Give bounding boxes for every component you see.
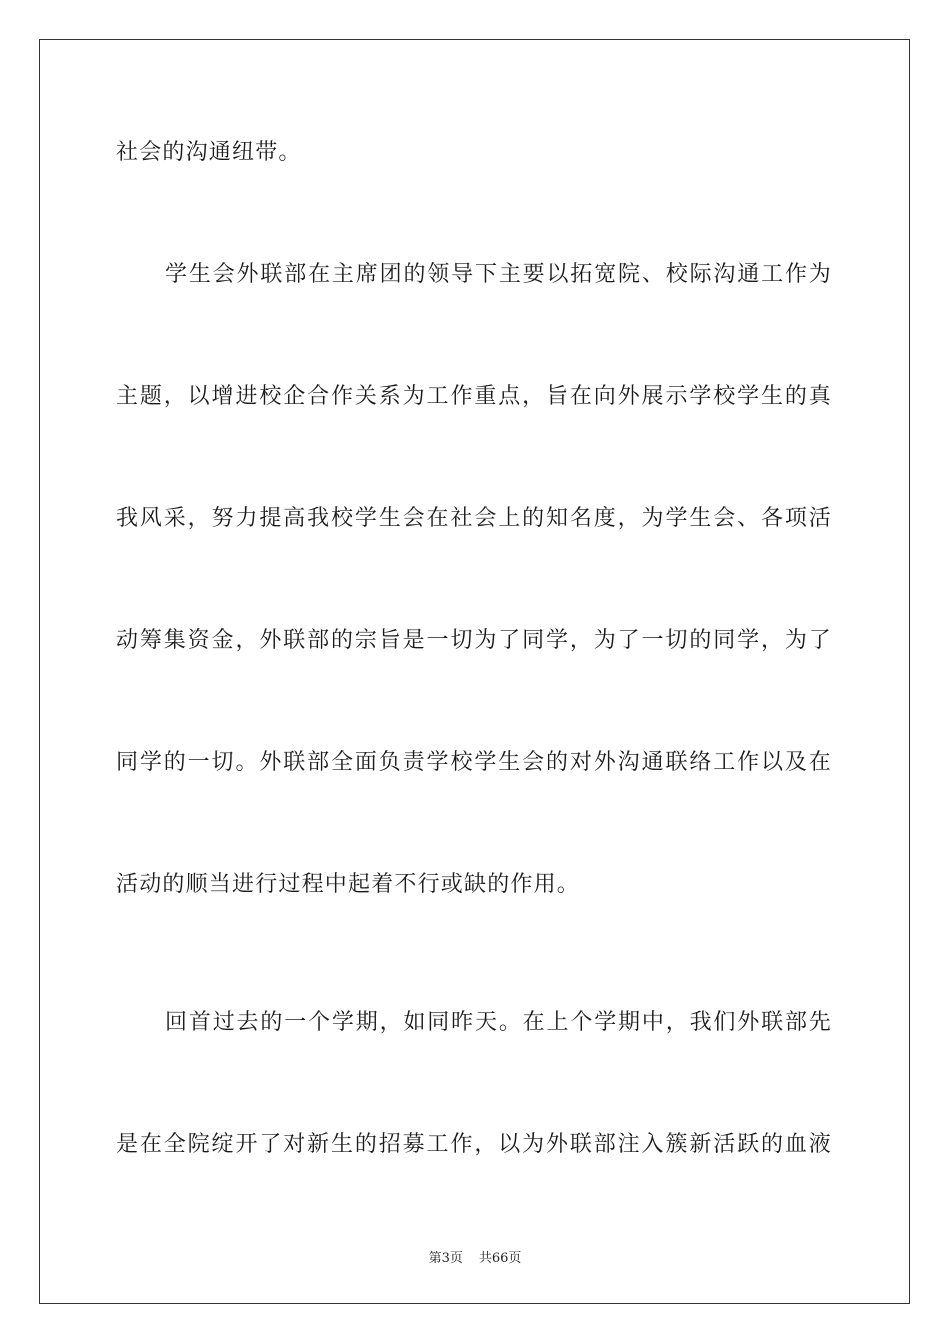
text-line-2: 学生会外联部在主席团的领导下主要以拓宽院、校际沟通工作为 (165, 262, 832, 287)
text-line-6: 同学的一切。外联部全面负责学校学生会的对外沟通联络工作以及在 (116, 750, 832, 775)
text-line-1: 社会的沟通纽带。 (116, 140, 302, 165)
text-line-9: 是在全院绽开了对新生的招募工作，以为外联部注入簇新活跃的血液 (116, 1132, 832, 1157)
text-line-5: 动筹集资金，外联部的宗旨是一切为了同学，为了一切的同学，为了 (116, 628, 832, 653)
text-line-8: 回首过去的一个学期，如同昨天。在上个学期中，我们外联部先 (165, 1010, 832, 1035)
text-line-4: 我风采，努力提高我校学生会在社会上的知名度，为学生会、各项活 (116, 506, 832, 531)
page-footer (0, 1247, 950, 1266)
page-total: 共66页 (478, 1251, 522, 1266)
text-line-7: 活动的顺当进行过程中起着不行或缺的作用。 (116, 872, 581, 897)
page-number: 第3页 (428, 1251, 463, 1266)
text-line-3: 主题，以增进校企合作关系为工作重点，旨在向外展示学校学生的真 (116, 384, 832, 409)
page-border (39, 39, 910, 1304)
